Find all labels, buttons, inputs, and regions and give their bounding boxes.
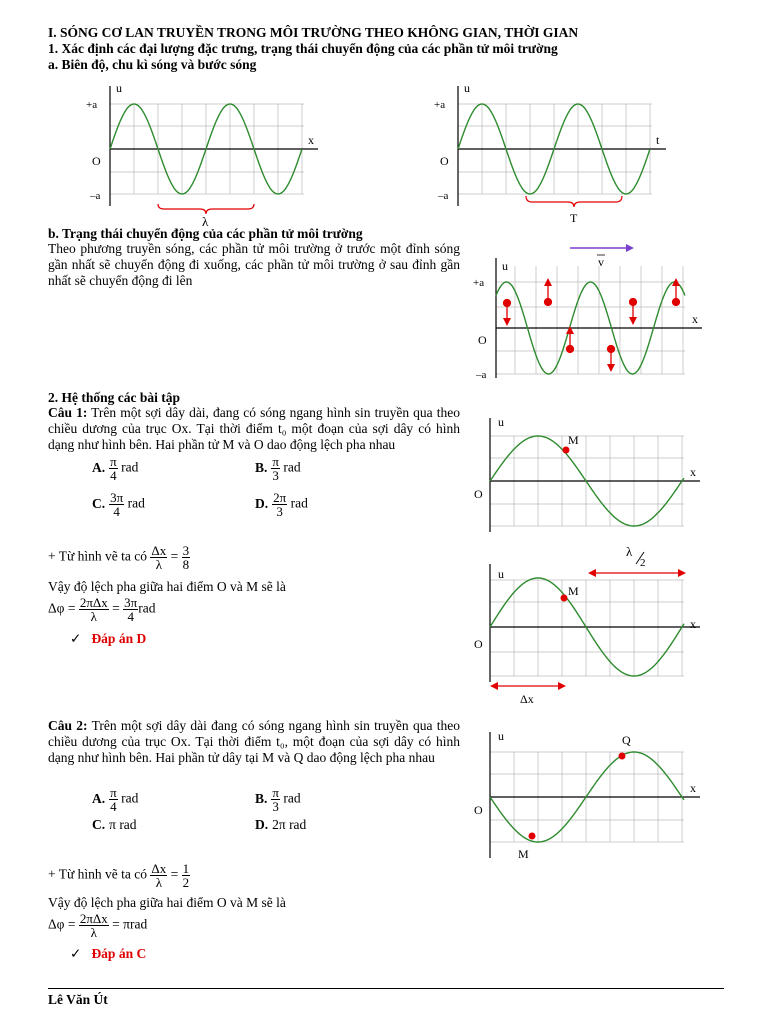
plus-a-label: +a [473, 277, 485, 289]
velocity-label: v [598, 255, 604, 269]
origin-label: O [474, 487, 483, 501]
check-icon: ✓ [70, 946, 82, 961]
section-b-text: Theo phương truyền sóng, các phần tử môi trường ở trước một đỉnh sóng gần nhất sẽ chuyển động đi xuống, các phần tử môi trường ở sau đỉnh gần nhất sẽ chuyển động đi lên [48, 241, 460, 288]
period-label: T [570, 211, 578, 225]
check-icon: ✓ [70, 631, 82, 646]
axis-t-label: t [656, 133, 660, 147]
axis-u-label: u [498, 567, 504, 581]
q1-conclusion: Vậy độ lệch pha giữa hai điểm O và M sẽ là [48, 579, 286, 594]
axis-x-label: x [308, 133, 314, 147]
q1-phase-formula: Δφ = $\frac{\text{2πΔx}}{\lambda}$ = $\frac{3\pi}{4}$ rad [48, 595, 156, 624]
axis-u-label: u [498, 729, 504, 743]
q1-option-a[interactable]: A. $\frac{\pi}{4}$ rad [92, 454, 139, 483]
q2-answer: ✓ Đáp án C [70, 946, 147, 961]
point-m [529, 833, 536, 840]
origin-label: O [474, 803, 483, 817]
axis-x-label: x [690, 465, 696, 479]
point-m [561, 595, 568, 602]
axis-x-label: x [690, 617, 696, 631]
heading-section-1: I. SÓNG CƠ LAN TRUYỀN TRONG MÔI TRƯỜNG THEO KHÔNG GIAN, THỜI GIAN [48, 25, 579, 40]
q2-option-c[interactable]: C. π rad [92, 817, 137, 832]
heading-subsection-b: b. Trạng thái chuyển động của các phần tử môi trường [48, 226, 363, 241]
heading-subsection-1: 1. Xác định các đại lượng đặc trưng, trạng thái chuyển động của các phần tử môi trường [48, 41, 558, 56]
question-2-text [48, 718, 460, 766]
q2-wave-graph [468, 724, 713, 866]
q1-solution-ratio: + Từ hình vẽ ta có $\frac{\Delta x}{\lambda}$ = $\frac{3}{8}$ [48, 543, 190, 572]
wave-motion-graph [440, 238, 710, 386]
plus-a-label: +a [86, 99, 98, 111]
q1-answer: ✓ Đáp án D [70, 631, 147, 646]
axis-u-label: u [502, 259, 508, 273]
point-q [619, 753, 626, 760]
lambda-label: λ [202, 214, 209, 229]
origin-label: O [440, 154, 449, 168]
point-m [563, 447, 570, 454]
minus-a-label: –a [476, 369, 487, 381]
question-2-body: Trên một sợi dây dài đang có sóng ngang hình sin truyền qua theo chiều dương của trục Ox. Tại thời điểm t₀, một đoạn của sợi dây có hình dạng như hình bên. Hai phần tử dây tại M và Q dao động lệch pha nhau [48, 718, 460, 765]
question-2-label: Câu 2: [48, 718, 88, 733]
lambda-half-den: 2 [640, 557, 646, 569]
heading-section-2: 2. Hệ thống các bài tập [48, 390, 181, 405]
heading-subsection-a: a. Biên độ, chu kì sóng và bước sóng [48, 57, 257, 72]
q1-option-d[interactable]: D. $\frac{2\pi}{3}$ rad [255, 490, 308, 519]
axis-x-label: x [690, 781, 696, 795]
point-m-label: M [518, 847, 529, 861]
q1-option-b[interactable]: B. $\frac{\pi}{3}$ rad [255, 454, 301, 483]
minus-a-label: –a [90, 190, 101, 202]
plus-a-label: +a [434, 99, 446, 111]
axis-u-label: u [464, 81, 470, 95]
point-m-label: M [568, 433, 579, 447]
origin-label: O [474, 637, 483, 651]
q2-option-a[interactable]: A. $\frac{\pi}{4}$ rad [92, 785, 139, 814]
wave-time-graph [426, 76, 688, 230]
q1-wave-graph [468, 408, 713, 536]
motion-arrows [503, 278, 680, 372]
q2-phase-formula: Δφ = $\frac{\text{2πΔx}}{\lambda}$ = πrad [48, 911, 148, 940]
footer-divider [48, 988, 724, 989]
point-q-label: Q [622, 733, 631, 747]
q2-option-b[interactable]: B. $\frac{\pi}{3}$ rad [255, 785, 301, 814]
q2-option-d[interactable]: D. 2π rad [255, 817, 307, 832]
axis-x-label: x [692, 312, 698, 326]
wave-space-graph [78, 76, 340, 230]
delta-x-label: Δx [520, 692, 534, 706]
point-m-label: M [568, 584, 579, 598]
question-1-body: Trên một sợi dây dài, đang có sóng ngang hình sin truyền qua theo chiều dương của trục Ox. Tại thời điểm t₀ một đoạn của sợi dây có hình dạng như hình bên. Hai phần tử M và O dao động lệch pha nhau [48, 405, 460, 452]
origin-label: O [478, 333, 487, 347]
question-1-label: Câu 1: [48, 405, 88, 420]
q2-solution-ratio: + Từ hình vẽ ta có $\frac{\Delta x}{\lambda}$ = $\frac{1}{2}$ [48, 861, 190, 890]
footer-author: Lê Văn Út [48, 992, 108, 1007]
lambda-half-num: λ [626, 544, 633, 559]
origin-label: O [92, 154, 101, 168]
q1-annotated-graph [468, 540, 713, 712]
q1-option-c[interactable]: C. $\frac{3\pi}{4}$ rad [92, 490, 145, 519]
axis-u-label: u [116, 81, 122, 95]
question-1-text [48, 405, 460, 453]
axis-u-label: u [498, 415, 504, 429]
minus-a-label: –a [438, 190, 449, 202]
q2-conclusion: Vậy độ lệch pha giữa hai điểm O và M sẽ là [48, 895, 286, 910]
